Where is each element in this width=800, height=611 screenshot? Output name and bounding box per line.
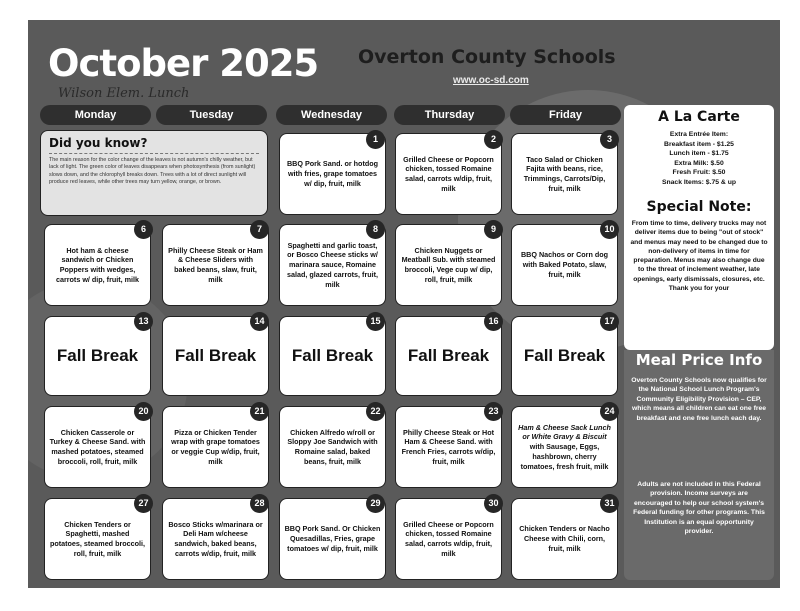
day-number-badge: 31 <box>600 494 619 513</box>
did-you-know-box <box>40 130 268 216</box>
fall-break-text: Fall Break <box>523 345 606 365</box>
menu-text: Taco Salad or Chicken Fajita with beans, rice, Trimmings, Carrots/Dip, fruit, milk <box>523 154 606 193</box>
day-number-badge: 20 <box>134 402 153 421</box>
day-header-tuesday: Tuesday <box>156 105 267 125</box>
menu-text: Chicken Tenders or Nacho Cheese with Chili, corn, fruit, milk <box>519 524 610 553</box>
special-note-heading: Special Note: <box>646 199 752 215</box>
menu-text: Pizza or Chicken Tender wrap with grape tomatoes or veggie Cup w/dip, fruit, milk <box>171 427 260 466</box>
menu-text: Spaghetti and garlic toast, or Bosco Cheese sticks w/ marinara sauce, Romaine salad, glazed carrots, fruit, milk <box>286 240 379 289</box>
day-number-badge: 6 <box>134 220 153 239</box>
day-number-badge: 7 <box>250 220 269 239</box>
menu-text: Chicken Tenders or Spaghetti, mashed potatoes, steamed broccoli, roll, fruit, milk <box>49 519 146 558</box>
info-sidebar <box>624 105 774 580</box>
a-la-carte-line: Extra Entrée Item: <box>669 131 729 138</box>
day-number-badge: 8 <box>366 220 385 239</box>
menu-text: with Sausage, Eggs, hashbrown, cherry tomatoes, fresh fruit, milk <box>520 442 609 471</box>
meal-price-text: Overton County Schools now qualifies for the National School Lunch Program's Community Eligibility Provision – CEP, which means all children can eat one free breakfast and one free lunch each day. <box>631 377 767 422</box>
day-number-badge: 30 <box>484 494 503 513</box>
menu-text: Philly Cheese Steak or Ham & Cheese Sliders with baked beans, slaw, fruit, milk <box>168 245 263 284</box>
day-number-badge: 22 <box>366 402 385 421</box>
day-number-badge: 13 <box>134 312 153 331</box>
menu-day-cell <box>44 498 151 580</box>
day-number-badge: 24 <box>600 402 619 421</box>
fall-break-text: Fall Break <box>291 345 374 365</box>
day-number-badge: 15 <box>366 312 385 331</box>
menu-text: BBQ Pork Sand. Or Chicken Quesadillas, Fries, grape tomatoes w/ dip, fruit, milk <box>284 524 381 553</box>
menu-text: Philly Cheese Steak or Hot Ham & Cheese Sand. with French Fries, carrots w/dip, fruit, milk <box>401 427 496 466</box>
day-number-badge: 27 <box>134 494 153 513</box>
a-la-carte-line: Snack Items: $.75 & up <box>661 178 737 186</box>
day-number-badge: 16 <box>484 312 503 331</box>
page-title: October 2025 <box>48 42 319 85</box>
menu-text: Grilled Cheese or Popcorn chicken, tossed Romaine salad, carrots w/dip, fruit, milk <box>403 154 494 193</box>
fall-break-text: Fall Break <box>56 345 139 365</box>
menu-text: Grilled Cheese or Popcorn chicken, tossed Romaine salad, carrots w/dip, fruit, milk <box>403 519 494 558</box>
day-number-badge: 17 <box>600 312 619 331</box>
day-number-badge: 28 <box>250 494 269 513</box>
meal-price-heading: Meal Price Info <box>635 351 763 369</box>
day-number-badge: 1 <box>366 130 385 149</box>
day-number-badge: 29 <box>366 494 385 513</box>
meal-price-disclaimer: Adults are not included in this Federal provision. Income surveys are encouraged to help our school system's Federal funding for other programs. This Institution is an equal opportunity provider. <box>633 481 765 535</box>
day-header-thursday: Thursday <box>394 105 505 125</box>
website-link[interactable]: www.oc-sd.com <box>453 75 529 86</box>
menu-text: BBQ Pork Sand. or hotdog with fries, grape tomatoes w/ dip, fruit, milk <box>286 159 379 188</box>
menu-text: Chicken Alfredo w/roll or Sloppy Joe Sandwich with Romaine salad, baked beans, fruit, milk <box>287 427 378 466</box>
district-name: Overton County Schools <box>358 46 616 68</box>
menu-text-italic: Ham & Cheese Sack Lunch or White Gravy & Biscuit <box>518 422 611 442</box>
special-note-text: From time to time, delivery trucks may not deliver items due to being "out of stock" and menus may need to be changed due to non-delivery of items in time for preparation. Menus may also change due to the threat of inclement weather, late openings, early dismissals, closures, etc. Thank you for your <box>630 220 768 292</box>
a-la-carte-line: Extra Milk: $.50 <box>674 159 724 167</box>
a-la-carte-heading: A La Carte <box>658 109 740 125</box>
menu-text: Bosco Sticks w/marinara or Deli Ham w/cheese sandwich, baked beans, carrots w/dip, fruit, milk <box>168 519 263 558</box>
menu-text: Chicken Nuggets or Meatball Sub. with steamed broccoli, Vege cup w/ dip, roll, fruit, milk <box>401 245 496 284</box>
day-number-badge: 10 <box>600 220 619 239</box>
menu-text: Hot ham & cheese sandwich or Chicken Poppers with wedges, carrots w/ dip, fruit, milk <box>55 245 140 284</box>
a-la-carte-line: Lunch item - $1.75 <box>669 150 729 158</box>
menu-page <box>28 20 780 588</box>
a-la-carte-line: Fresh Fruit: $.50 <box>672 169 726 177</box>
day-number-badge: 23 <box>484 402 503 421</box>
menu-text: BBQ Nachos or Corn dog with Baked Potato, slaw, fruit, milk <box>520 250 609 279</box>
day-header-monday: Monday <box>40 105 151 125</box>
fall-break-text: Fall Break <box>407 345 490 365</box>
did-you-know-heading: Did you know? <box>49 136 148 150</box>
day-number-badge: 14 <box>250 312 269 331</box>
divider <box>49 153 259 154</box>
a-la-carte-list <box>624 130 774 187</box>
day-number-badge: 21 <box>250 402 269 421</box>
fall-break-cell <box>44 316 151 396</box>
menu-day-cell <box>44 406 151 488</box>
day-number-badge: 3 <box>600 130 619 149</box>
fall-break-text: Fall Break <box>174 345 257 365</box>
day-number-badge: 2 <box>484 130 503 149</box>
menu-text: Chicken Casserole or Turkey & Cheese Sand. with mashed potatoes, steamed broccoli, roll, fruit, milk <box>49 427 146 466</box>
day-header-wednesday: Wednesday <box>276 105 387 125</box>
handwritten-note: Wilson Elem. Lunch <box>58 86 190 101</box>
a-la-carte-line: Breakfast item - $1.25 <box>664 140 734 148</box>
did-you-know-text: The main reason for the color change of the leaves is not autumn's chilly weather, but lack of light. The green color of leaves disappears when photosynthesis (from sunlight) slows down, and the chlorophyll breaks down. Trees with a lot of direct sunlight will produce red leaves, while other trees may turn yellow, orange, or brown. <box>49 157 256 185</box>
menu-day-cell <box>44 224 151 306</box>
day-number-badge: 9 <box>484 220 503 239</box>
day-header-friday: Friday <box>510 105 621 125</box>
